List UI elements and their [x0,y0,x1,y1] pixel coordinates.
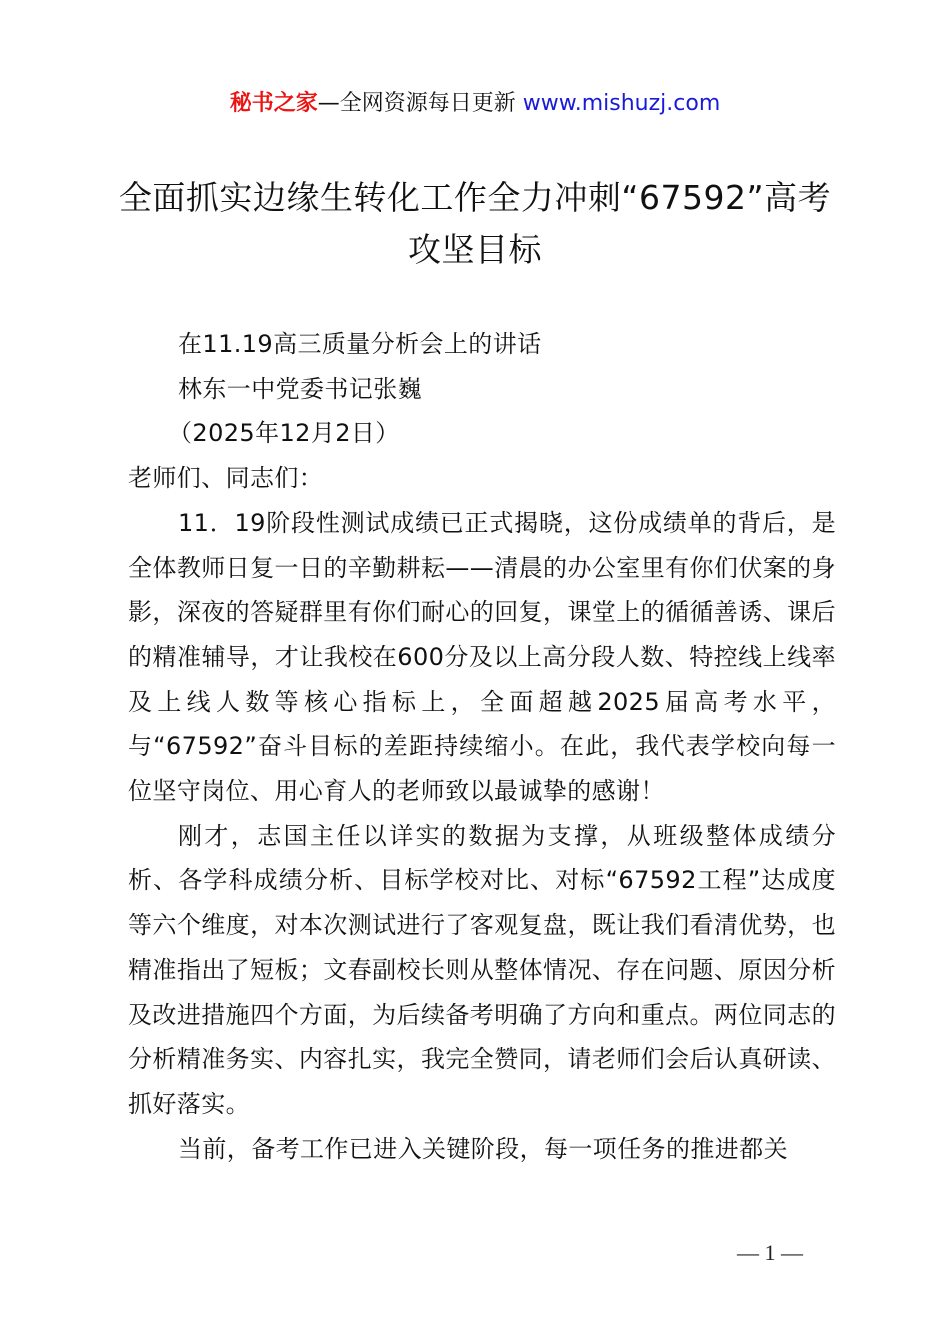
brand-name: 秘书之家 [229,91,318,116]
banner-slogan: —全网资源每日更新 [317,91,516,116]
page-number: — 1 — [737,1240,803,1265]
speech-date: （2025年12月2日） [168,419,400,448]
document-title: 全面抓实边缘生转化工作全力冲刺“67592”高考攻坚目标 [118,178,832,269]
salutation: 老师们、同志们： [128,464,324,493]
body-paragraph: 11．19阶段性测试成绩已正式揭晓，这份成绩单的背后，是全体教师日复一日的辛勤耕耘——清晨的办公室里有你们伏案的身影，深夜的答疑群里有你们耐心的回复，课堂上的循循善诱、课后的精准辅导，才让我校在600分及以上高分段人数、特控线上线率及上线人数等核心指标上，全面超越2025届高考水平，与“67592”奋斗目标的差距持续缩小。在此，我代表学校向每一位坚守岗位、用心育人的老师致以最诚挚的感谢！ [128,508,836,806]
speech-subtitle: 在11.19高三质量分析会上的讲话 [178,330,542,358]
speaker-line: 林东一中党委书记张巍 [178,374,422,403]
body-paragraph: 当前，备考工作已进入关键阶段，每一项任务的推进都关 [178,1134,788,1163]
site-url-link[interactable]: www.mishuzj.com [522,91,721,116]
site-banner [0,86,950,122]
document-body [128,322,836,1171]
body-paragraph: 刚才，志国主任以详实的数据为支撑，从班级整体成绩分析、各学科成绩分析、目标学校对比、对标“67592工程”达成度等六个维度，对本次测试进行了客观复盘，既让我们看清优势，也精准指出了短板；文春副校长则从整体情况、存在问题、原因分析及改进措施四个方面，为后续备考明确了方向和重点。两位同志的分析精准务实、内容扎实，我完全赞同，请老师们会后认真研读、抓好落实。 [128,821,836,1118]
